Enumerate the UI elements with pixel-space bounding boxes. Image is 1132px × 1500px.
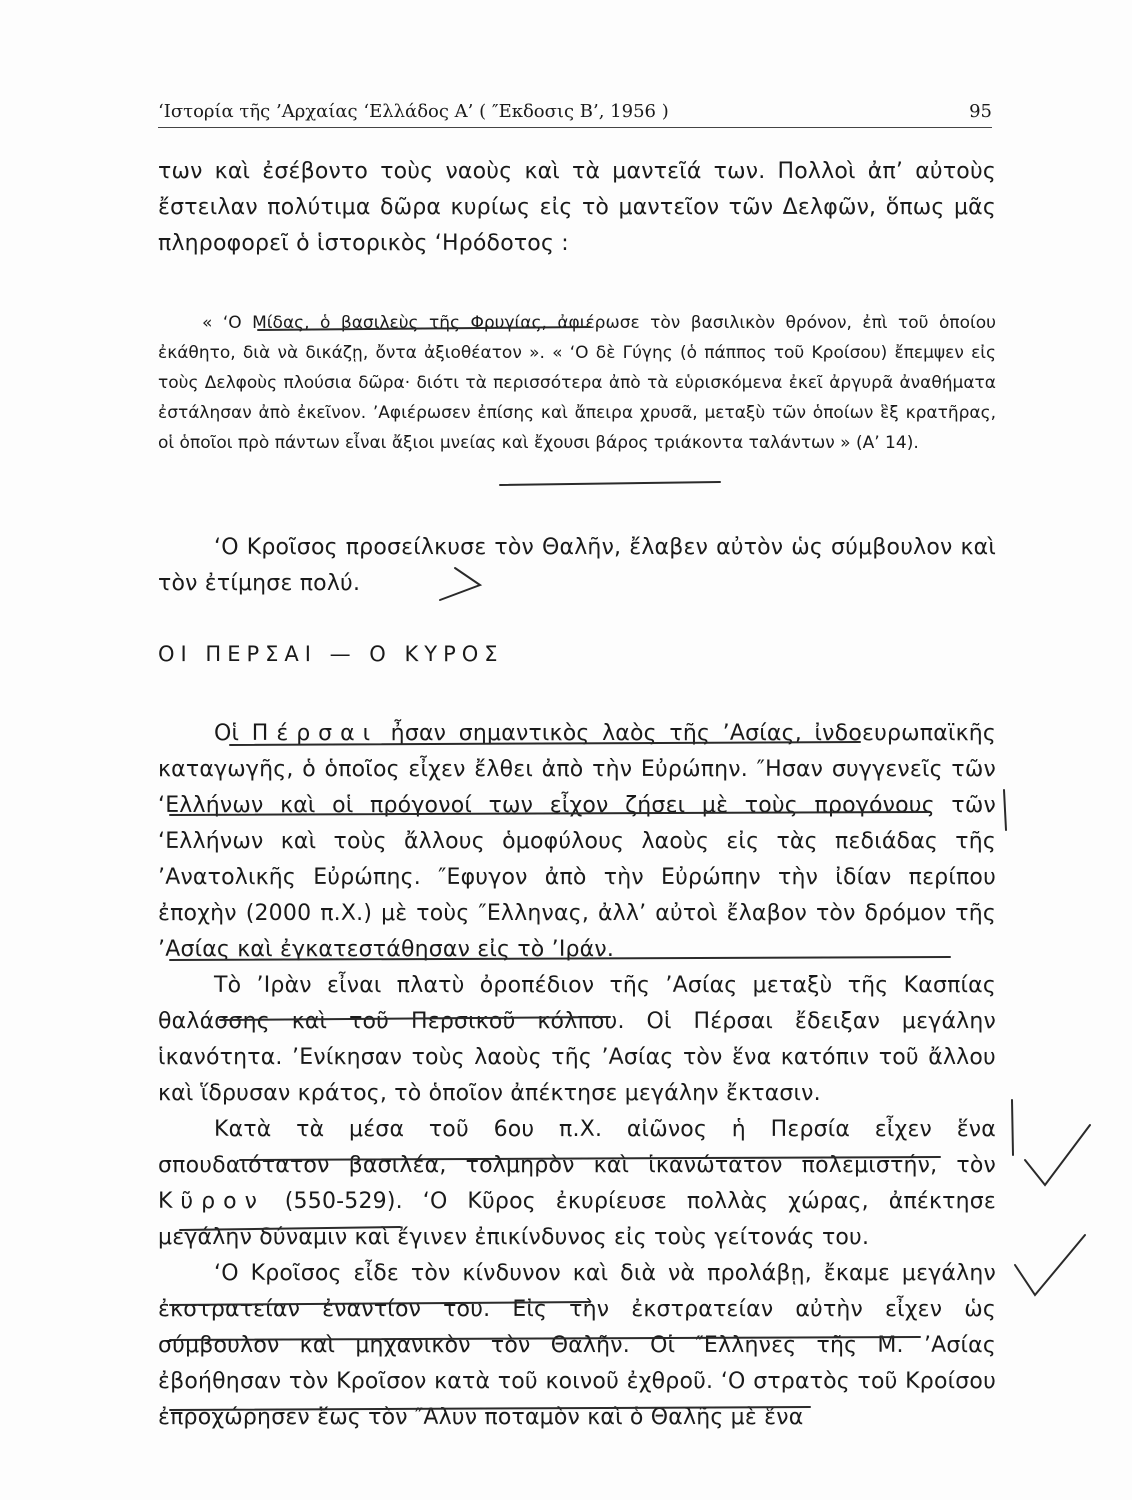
pencil-margin-bar: [1004, 790, 1006, 830]
page-number: 95: [969, 101, 992, 122]
croesus-text: ‘Ο Κροῖσος προσείλκυσε τὸν Θαλῆν, ἔλαβεν αὐτὸν ὡς σύμβουλον καὶ τὸν ἐτίμησε πολύ.: [158, 535, 996, 596]
section-title: ΟΙ ΠΕΡΣΑΙ — Ο ΚΥΡΟΣ: [158, 642, 504, 666]
pencil-underline: [500, 482, 720, 485]
p3-rest: (550-529). ‘Ο Κῦρος ἐκυρίευσε πολλὰς χώρας, ἀπέκτησε μεγάλην δύναμιν καὶ ἔγινεν ἐπικίνδυνος εἰς τοὺς γείτονάς του.: [158, 1189, 996, 1250]
paragraph-iran: Τὸ ’Ιρὰν εἶναι πλατὺ ὀροπέδιον τῆς ’Ασίας μεταξὺ τῆς Κασπίας θαλάσσης καὶ τοῦ Περσικοῦ κόλπου. Οἱ Πέρσαι ἔδειξαν μεγάλην ἱκανότητα. ’Ενίκησαν τοὺς λαοὺς τῆς ’Ασίας τὸν ἕνα κατόπιν τοῦ ἄλλου καὶ ἵδρυσαν κράτος, τὸ ὁποῖον ἀπέκτησε μεγάλην ἔκτασιν.: [158, 973, 996, 1106]
pencil-checkmark: [1025, 1125, 1090, 1185]
intro-paragraph: [158, 154, 996, 262]
running-header: [158, 88, 992, 122]
header-title: ‘Ιστορία τῆς ’Αρχαίας ‘Ελλάδος Α’ ( ″Εκδοσις Β’, 1956 ): [158, 101, 669, 122]
pencil-checkmark: [1015, 1235, 1085, 1295]
p3-lead: Κατὰ τὰ μέσα τοῦ 6ου π.Χ. αἰῶνος ἡ Περσία εἶχεν ἕνα σπουδαιότατον βασιλέα, τολμηρὸν καὶ ἱκανώτατον πολεμιστήν, τὸν: [158, 1117, 996, 1178]
paragraph-persians: [158, 716, 996, 968]
quote-text: « ‘Ο Μίδας, ὁ βασιλεὺς τῆς Φρυγίας, ἀφιέρωσε τὸν βασιλικὸν θρόνον, ἐπὶ τοῦ ὁποίου ἐκάθητο, διὰ νὰ δικάζῃ, ὄντα ἀξιοθέατον ». « ‘Ο δὲ Γύγης (ὁ πάππος τοῦ Κροίσου) ἔπεμψεν εἰς τοὺς Δελφοὺς πλούσια δῶρα· διότι τὰ περισσότερα ἀπὸ τὰ εὑρισκόμενα ἐκεῖ ἀργυρᾶ ἀναθήματα ἐστάλησαν ἀπὸ ἐκεῖνον. ’Αφιέρωσεν ἐπίσης καὶ ἄπειρα χρυσᾶ, μεταξὺ τῶν ὁποίων ἓξ κρατῆρας, οἱ ὁποῖοι πρὸ πάντων εἶναι ἄξιοι μνείας καὶ ἔχουσι βάρος τριάκοντα ταλάντων » (Α’ 14).: [158, 313, 996, 453]
croesus-paragraph: [158, 530, 996, 602]
pencil-margin-bar: [1012, 1100, 1013, 1155]
herodotus-quote: [158, 308, 996, 458]
persians-section: [158, 716, 996, 1436]
paragraph-croesus-campaign: ‘Ο Κροῖσος εἶδε τὸν κίνδυνον καὶ διὰ νὰ προλάβῃ, ἔκαμε μεγάλην ἐκστρατείαν ἐναντίον του. Εἰς τὴν ἐκστρατείαν αὐτὴν εἶχεν ὡς σύμβουλον καὶ μηχανικὸν τὸν Θαλῆν. Οἱ ″Ελληνες τῆς Μ. ’Ασίας ἐβοήθησαν τὸν Κροῖσον κατὰ τοῦ κοινοῦ ἐχθροῦ. ‘Ο στρατὸς τοῦ Κροίσου ἐπροχώρησεν ἕως τὸν ″Αλυν ποταμὸν καὶ ὁ Θαλῆς μὲ ἕνα: [158, 1261, 996, 1430]
p1-spaced-term: Πέρσαι: [251, 721, 379, 746]
header-rule: [158, 127, 992, 128]
paragraph-cyrus: [158, 1112, 996, 1256]
p1-rest: ἦσαν σημαντικὸς λαὸς τῆς ’Ασίας, ἰνδοευρωπαϊκῆς καταγωγῆς, ὁ ὁποῖος εἶχεν ἔλθει ἀπὸ τὴν Εὐρώπην. ″Ησαν συγγενεῖς τῶν ‘Ελλήνων καὶ οἱ πρόγονοί των εἶχον ζήσει μὲ τοὺς προγόνους τῶν ‘Ελλήνων καὶ τοὺς ἄλλους ὁμοφύλους λαοὺς εἰς τὰς πεδιάδας τῆς ’Ανατολικῆς Εὐρώπης. ″Εφυγον ἀπὸ τὴν Εὐρώπην τὴν ἰδίαν περίπου ἐποχὴν (2000 π.Χ.) μὲ τοὺς ″Ελληνας, ἀλλ’ αὐτοὶ ἔλαβον τὸν δρόμον τῆς ’Ασίας καὶ ἐγκατεστάθησαν εἰς τὸ ’Ιράν.: [158, 721, 997, 962]
intro-text: των καὶ ἐσέβοντο τοὺς ναοὺς καὶ τὰ μαντεῖά των. Πολλοὶ ἀπ’ αὐτοὺς ἔστειλαν πολύτιμα δῶρα κυρίως εἰς τὸ μαντεῖον τῶν Δελφῶν, ὅπως μᾶς πληροφορεῖ ὁ ἱστορικὸς ‘Ηρόδοτος :: [158, 159, 996, 256]
p1-lead: Οἱ: [214, 721, 252, 746]
p3-spaced-term: Κῦρον: [158, 1189, 265, 1214]
